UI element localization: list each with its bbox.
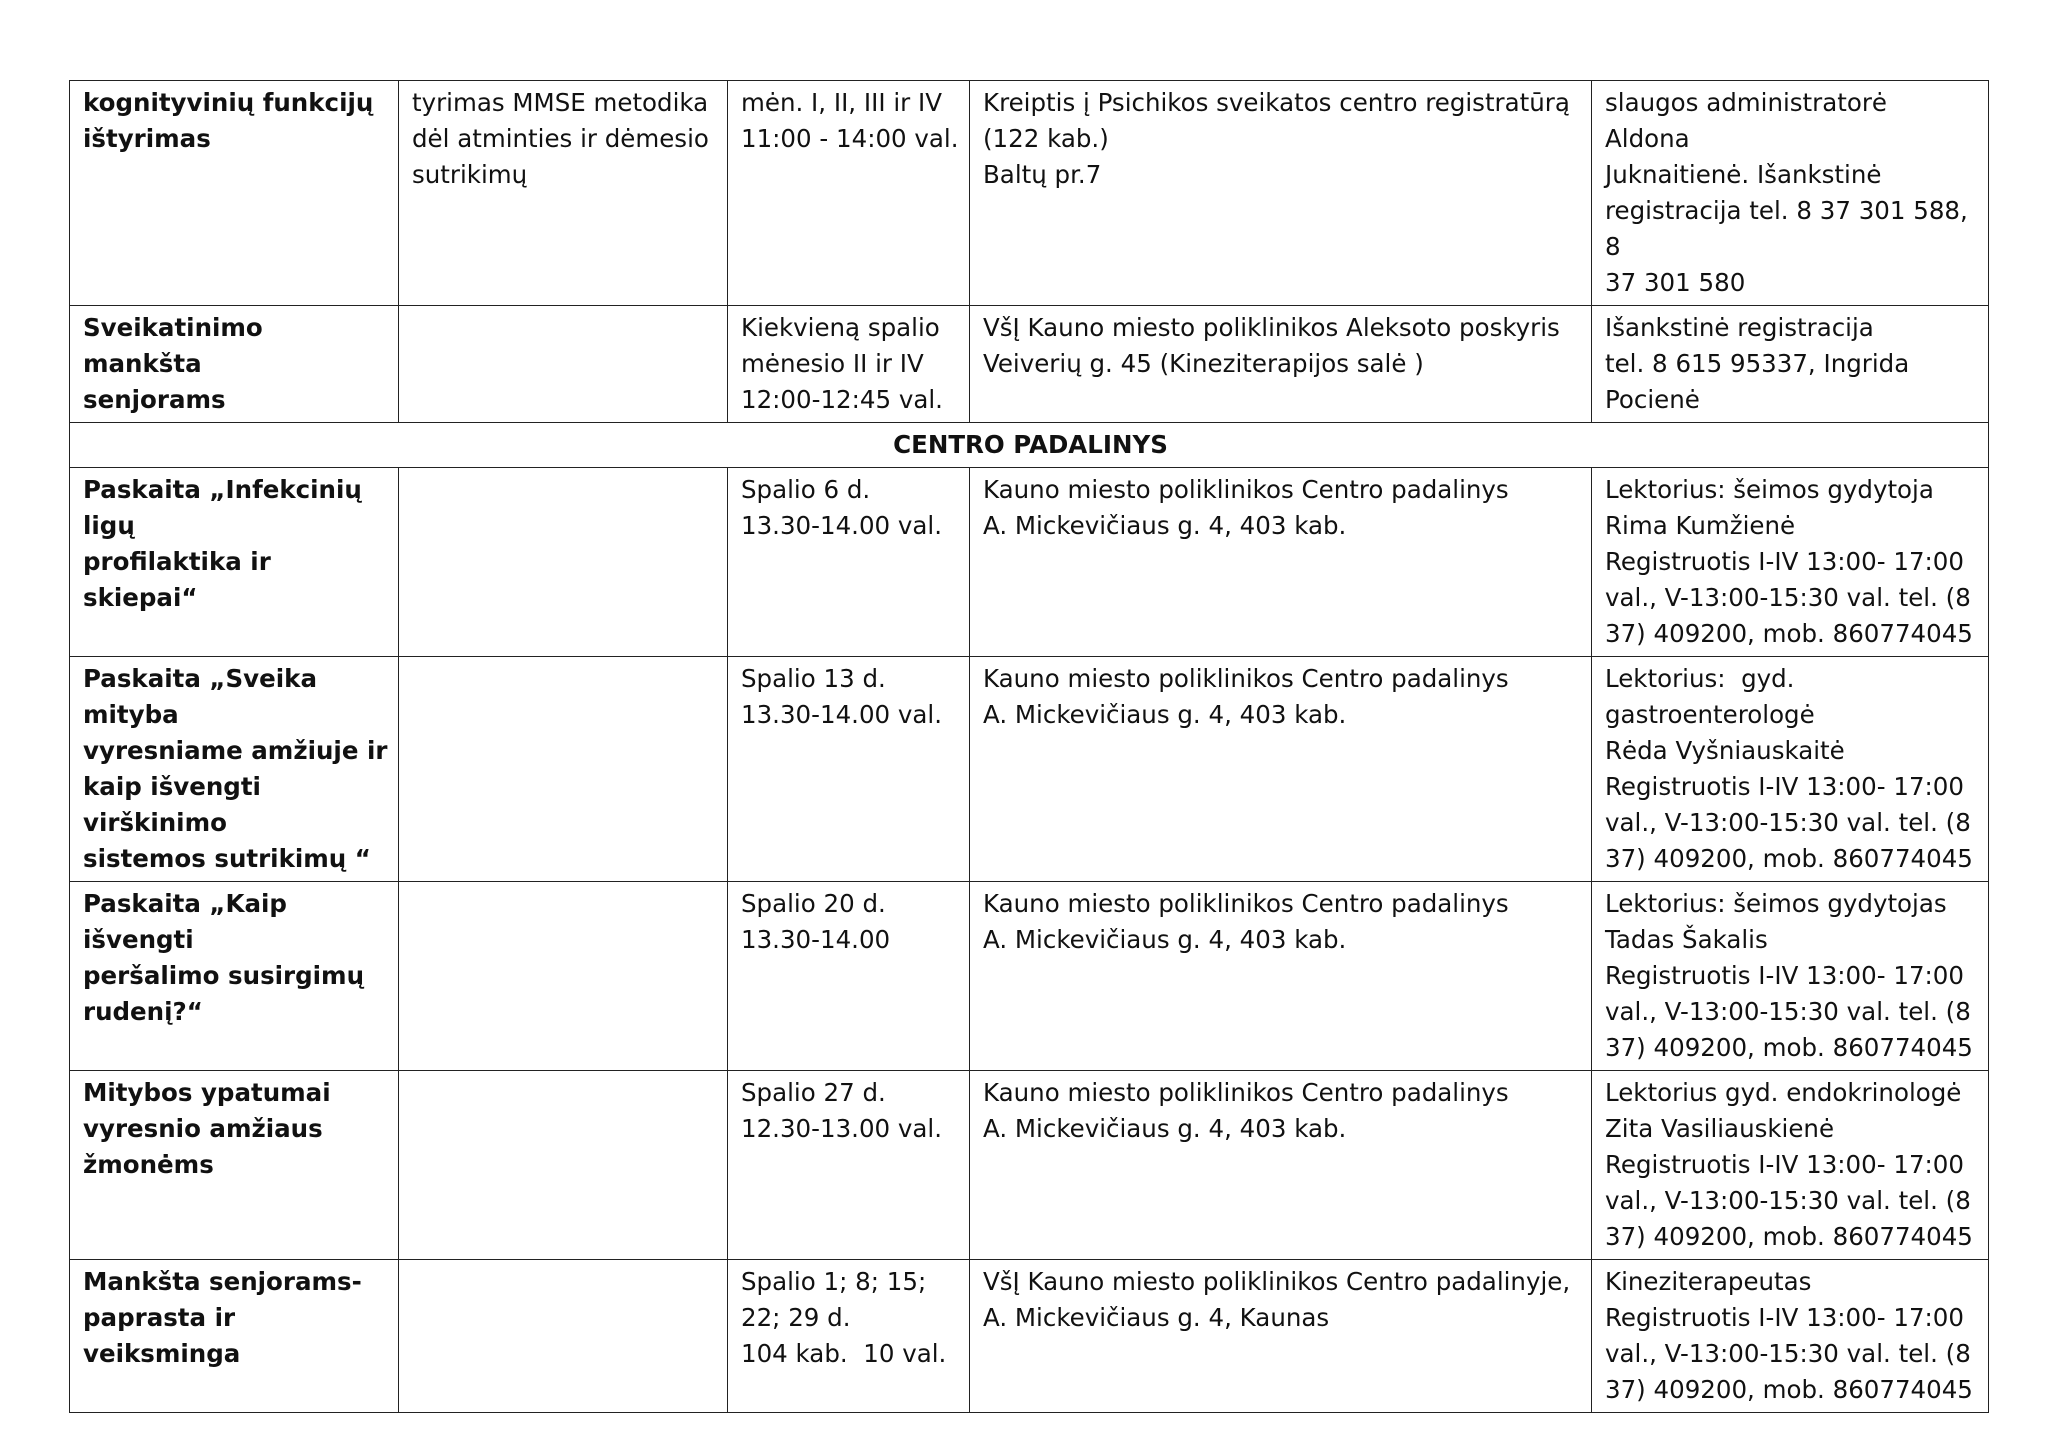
cell-text-line: Registruotis I-IV 13:00- 17:00 — [1605, 772, 1964, 801]
cell-text-line: Paskaita „Infekcinių ligų — [83, 475, 371, 540]
event-description-cell — [399, 657, 728, 882]
cell-text-line: Registruotis I-IV 13:00- 17:00 — [1605, 961, 1964, 990]
event-contact-cell — [1592, 468, 1989, 657]
event-description-cell — [399, 1071, 728, 1260]
event-title-cell — [70, 81, 399, 306]
cell-text-line: 104 kab. 10 val. — [741, 1339, 947, 1368]
cell-text-line: Kineziterapeutas — [1605, 1267, 1812, 1296]
cell-text-line: 13.30-14.00 — [741, 925, 891, 954]
cell-text-line: Veiverių g. 45 (Kineziterapijos salė ) — [983, 349, 1424, 378]
cell-text-line: kaip išvengti virškinimo — [83, 772, 270, 837]
table-row — [70, 1071, 1989, 1260]
event-contact-cell — [1592, 1260, 1989, 1413]
event-contact-cell — [1592, 306, 1989, 423]
cell-text-line: val., V-13:00-15:30 val. tel. (8 — [1605, 583, 1971, 612]
table-row — [70, 882, 1989, 1071]
cell-text-line: Juknaitienė. Išankstinė — [1605, 160, 1882, 189]
cell-text-line: vyresniame amžiuje ir — [83, 736, 388, 765]
event-time-cell — [728, 1071, 970, 1260]
cell-text-line: 12.30-13.00 val. — [741, 1114, 943, 1143]
cell-text-line: 22; 29 d. — [741, 1303, 851, 1332]
cell-text-line: A. Mickevičiaus g. 4, 403 kab. — [983, 925, 1347, 954]
cell-text-line: Registruotis I-IV 13:00- 17:00 — [1605, 1150, 1964, 1179]
document-page — [69, 80, 1988, 1413]
cell-text-line: 13.30-14.00 val. — [741, 511, 943, 540]
cell-text-line: A. Mickevičiaus g. 4, 403 kab. — [983, 1114, 1347, 1143]
event-title-cell — [70, 882, 399, 1071]
cell-text-line: registracija tel. 8 37 301 588, 8 — [1605, 196, 1976, 261]
cell-text-line: 37) 409200, mob. 860774045 — [1605, 619, 1973, 648]
event-contact-cell — [1592, 657, 1989, 882]
event-place-cell — [970, 306, 1592, 423]
event-title-cell — [70, 306, 399, 423]
event-title-cell — [70, 657, 399, 882]
cell-text-line: Registruotis I-IV 13:00- 17:00 — [1605, 1303, 1964, 1332]
cell-text-line: sutrikimų — [412, 160, 528, 189]
schedule-table — [69, 80, 1989, 1413]
event-time-cell — [728, 468, 970, 657]
cell-text-line: (122 kab.) — [983, 124, 1109, 153]
event-contact-cell — [1592, 882, 1989, 1071]
table-row — [70, 657, 1989, 882]
table-row — [70, 1260, 1989, 1413]
section-header-row — [70, 423, 1989, 468]
event-title-cell — [70, 468, 399, 657]
event-description-cell — [399, 468, 728, 657]
cell-text-line: Mitybos ypatumai — [83, 1078, 331, 1107]
cell-text-line: Lektorius: šeimos gydytoja — [1605, 475, 1934, 504]
cell-text-line: 37 301 580 — [1605, 268, 1746, 297]
cell-text-line: Spalio 20 d. — [741, 889, 886, 918]
event-title-cell — [70, 1260, 399, 1413]
event-contact-cell — [1592, 81, 1989, 306]
cell-text-line: Spalio 1; 8; 15; — [741, 1267, 927, 1296]
event-description-cell — [399, 1260, 728, 1413]
cell-text-line: Kauno miesto poliklinikos Centro padalinys — [983, 475, 1509, 504]
cell-text-line: gastroenterologė — [1605, 700, 1815, 729]
cell-text-line: A. Mickevičiaus g. 4, 403 kab. — [983, 511, 1347, 540]
cell-text-line: Paskaita „Kaip išvengti — [83, 889, 296, 954]
cell-text-line: sistemos sutrikimų “ — [83, 844, 371, 873]
cell-text-line: val., V-13:00-15:30 val. tel. (8 — [1605, 1186, 1971, 1215]
cell-text-line: Kreiptis į Psichikos sveikatos centro registratūrą — [983, 88, 1570, 117]
event-place-cell — [970, 882, 1592, 1071]
cell-text-line: Zita Vasiliauskienė — [1605, 1114, 1835, 1143]
cell-text-line: VšĮ Kauno miesto poliklinikos Centro padalinyje, — [983, 1267, 1571, 1296]
section-header-body — [70, 423, 1989, 468]
cell-text-line: senjorams — [83, 385, 226, 414]
cell-text-line: dėl atminties ir dėmesio — [412, 124, 709, 153]
cell-text-line: peršalimo susirgimų — [83, 961, 365, 990]
cell-text-line: Lektorius gyd. endokrinologė — [1605, 1078, 1962, 1107]
cell-text-line: Kauno miesto poliklinikos Centro padalinys — [983, 664, 1509, 693]
event-description-cell — [399, 882, 728, 1071]
cell-text-line: žmonėms — [83, 1150, 214, 1179]
cell-text-line: rudenį?“ — [83, 997, 203, 1026]
table-row — [70, 81, 1989, 306]
cell-text-line: mėnesio II ir IV — [741, 349, 924, 378]
cell-text-line: Sveikatinimo mankšta — [83, 313, 272, 378]
cell-text-line: Kiekvieną spalio — [741, 313, 940, 342]
cell-text-line: mėn. I, II, III ir IV — [741, 88, 942, 117]
cell-text-line: tel. 8 615 95337, Ingrida — [1605, 349, 1910, 378]
cell-text-line: Kauno miesto poliklinikos Centro padalinys — [983, 889, 1509, 918]
cell-text-line: Tadas Šakalis — [1605, 925, 1768, 954]
table-body-bottom — [70, 468, 1989, 1413]
cell-text-line: ištyrimas — [83, 124, 211, 153]
event-time-cell — [728, 882, 970, 1071]
cell-text-line: Spalio 27 d. — [741, 1078, 886, 1107]
cell-text-line: 37) 409200, mob. 860774045 — [1605, 1033, 1973, 1062]
cell-text-line: vyresnio amžiaus — [83, 1114, 323, 1143]
cell-text-line: val., V-13:00-15:30 val. tel. (8 — [1605, 808, 1971, 837]
event-time-cell — [728, 657, 970, 882]
cell-text-line: kognityvinių funkcijų — [83, 88, 374, 117]
cell-text-line: Lektorius: šeimos gydytojas — [1605, 889, 1947, 918]
section-title: CENTRO PADALINYS — [70, 423, 1989, 468]
cell-text-line: paprasta ir veiksminga — [83, 1303, 244, 1368]
cell-text-line: tyrimas MMSE metodika — [412, 88, 709, 117]
cell-text-line: Mankšta senjorams- — [83, 1267, 362, 1296]
event-place-cell — [970, 81, 1592, 306]
event-time-cell — [728, 81, 970, 306]
cell-text-line: 12:00-12:45 val. — [741, 385, 943, 414]
cell-text-line: val., V-13:00-15:30 val. tel. (8 — [1605, 1339, 1971, 1368]
cell-text-line: Rima Kumžienė — [1605, 511, 1796, 540]
cell-text-line: 37) 409200, mob. 860774045 — [1605, 1222, 1973, 1251]
cell-text-line: val., V-13:00-15:30 val. tel. (8 — [1605, 997, 1971, 1026]
table-body-top — [70, 81, 1989, 423]
table-row — [70, 306, 1989, 423]
cell-text-line: Spalio 13 d. — [741, 664, 886, 693]
event-place-cell — [970, 657, 1592, 882]
cell-text-line: A. Mickevičiaus g. 4, Kaunas — [983, 1303, 1330, 1332]
event-place-cell — [970, 1260, 1592, 1413]
cell-text-line: Kauno miesto poliklinikos Centro padalinys — [983, 1078, 1509, 1107]
event-description-cell — [399, 81, 728, 306]
cell-text-line: Registruotis I-IV 13:00- 17:00 — [1605, 547, 1964, 576]
cell-text-line: Spalio 6 d. — [741, 475, 871, 504]
event-title-cell — [70, 1071, 399, 1260]
cell-text-line: Lektorius: gyd. — [1605, 664, 1795, 693]
event-time-cell — [728, 1260, 970, 1413]
cell-text-line: 13.30-14.00 val. — [741, 700, 943, 729]
cell-text-line: slaugos administratorė Aldona — [1605, 88, 1895, 153]
cell-text-line: Pocienė — [1605, 385, 1700, 414]
event-place-cell — [970, 1071, 1592, 1260]
event-description-cell — [399, 306, 728, 423]
cell-text-line: Rėda Vyšniauskaitė — [1605, 736, 1845, 765]
cell-text-line: Baltų pr.7 — [983, 160, 1102, 189]
cell-text-line: Išankstinė registracija — [1605, 313, 1874, 342]
event-place-cell — [970, 468, 1592, 657]
cell-text-line: 11:00 - 14:00 val. — [741, 124, 959, 153]
cell-text-line: 37) 409200, mob. 860774045 — [1605, 844, 1973, 873]
event-contact-cell — [1592, 1071, 1989, 1260]
cell-text-line: Paskaita „Sveika mityba — [83, 664, 326, 729]
cell-text-line: VšĮ Kauno miesto poliklinikos Aleksoto poskyris — [983, 313, 1560, 342]
table-row — [70, 468, 1989, 657]
event-time-cell — [728, 306, 970, 423]
cell-text-line: 37) 409200, mob. 860774045 — [1605, 1375, 1973, 1404]
cell-text-line: A. Mickevičiaus g. 4, 403 kab. — [983, 700, 1347, 729]
cell-text-line: profilaktika ir skiepai“ — [83, 547, 280, 612]
